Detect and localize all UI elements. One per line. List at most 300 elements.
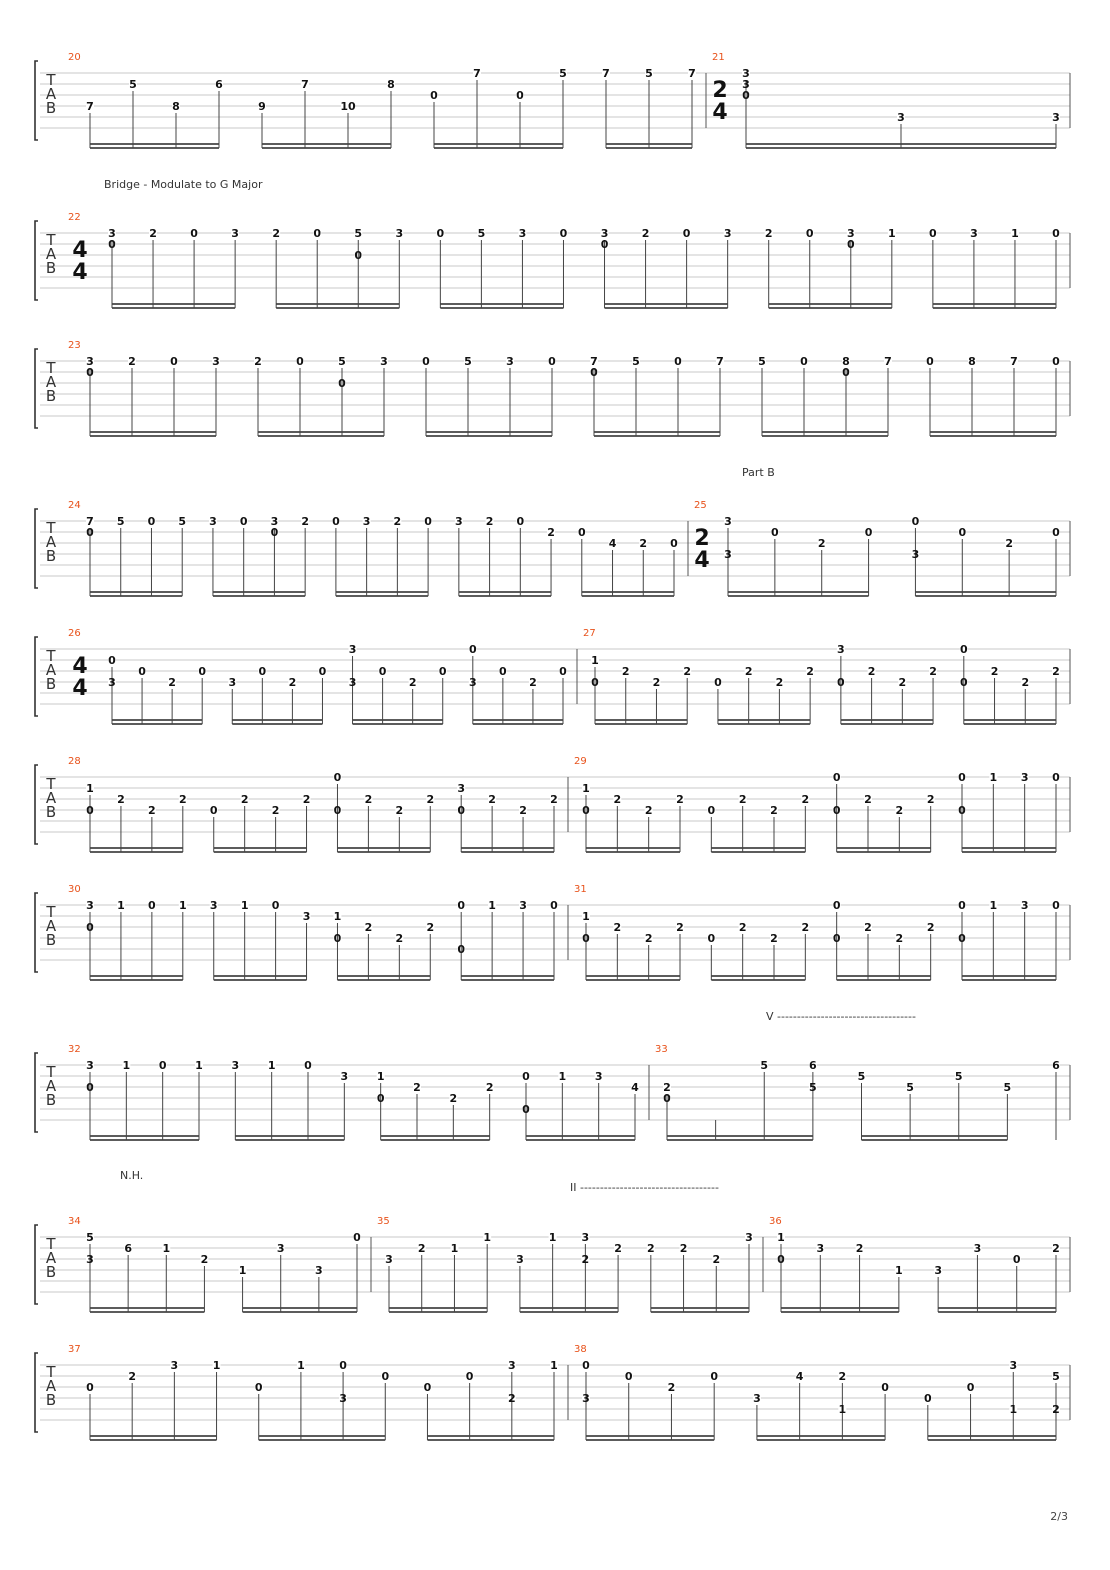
tab-clef-letter: T: [46, 647, 56, 665]
fret-number: 0: [158, 1059, 167, 1072]
fret-number: 0: [958, 932, 966, 945]
fret-number: 0: [376, 1092, 385, 1105]
fret-number: 2: [200, 1253, 209, 1266]
system-bracket: [35, 637, 38, 716]
fret-number: 1: [117, 899, 125, 912]
fret-number: 2: [364, 921, 373, 934]
fret-number: 3: [231, 1059, 240, 1072]
fret-number: 3: [270, 515, 279, 528]
fret-number: 3: [582, 1392, 590, 1405]
fret-number: 0: [1052, 227, 1060, 240]
fret-number: 0: [430, 89, 438, 102]
fret-number: 0: [1052, 526, 1060, 539]
fret-number: 0: [559, 227, 568, 240]
fret-number: 2: [644, 804, 653, 817]
system-bracket: [35, 1225, 38, 1304]
fret-number: 2: [712, 1253, 721, 1266]
fret-number: 3: [362, 515, 371, 528]
measure-number: 32: [68, 1044, 81, 1055]
fret-number: 1: [178, 899, 187, 912]
fret-number: 3: [516, 1253, 524, 1266]
measure: [108, 227, 1070, 308]
fret-number: 1: [86, 782, 94, 795]
fret-number: 2: [838, 1370, 847, 1383]
fret-number: 1: [240, 899, 249, 912]
fret-number: 3: [506, 355, 514, 368]
fret-number: 3: [1052, 111, 1060, 124]
fret-number: 6: [809, 1059, 817, 1072]
fret-number: 2: [1052, 665, 1060, 678]
fret-number: 1: [591, 654, 599, 667]
tab-clef-letter: T: [46, 1063, 56, 1081]
tab-clef-letter: T: [46, 775, 56, 793]
fret-number: 0: [436, 227, 445, 240]
fret-number: 2: [581, 1253, 590, 1266]
fret-number: 2: [738, 793, 747, 806]
fret-number: 3: [723, 227, 732, 240]
fret-number: 0: [577, 526, 586, 539]
fret-number: 0: [548, 355, 556, 368]
fret-number: 2: [1021, 676, 1030, 689]
fret-number: 2: [485, 515, 494, 528]
fret-number: 3: [340, 1070, 349, 1083]
fret-number: 6: [124, 1242, 132, 1255]
fret-number: 0: [832, 932, 841, 945]
fret-number: 2: [413, 1081, 421, 1094]
fret-number: 3: [380, 355, 388, 368]
fret-number: 2: [550, 793, 558, 806]
fret-number: 0: [846, 238, 855, 251]
system-bracket: [35, 221, 38, 300]
fret-number: 0: [958, 804, 966, 817]
fret-number: 0: [559, 665, 567, 678]
fret-number: 2: [288, 676, 297, 689]
fret-number: 2: [806, 665, 814, 678]
fret-number: 1: [483, 1231, 492, 1244]
fret-number: 10: [340, 100, 356, 113]
fret-number: 1: [212, 1359, 221, 1372]
fret-number: 0: [239, 515, 248, 528]
tab-clef-letter: T: [46, 519, 56, 537]
fret-number: 0: [381, 1370, 390, 1383]
fret-number: 2: [621, 665, 630, 678]
fret-number: 0: [198, 665, 207, 678]
fret-number: 1: [777, 1231, 785, 1244]
fret-number: 1: [1009, 1403, 1018, 1416]
fret-number: 0: [209, 804, 218, 817]
fret-number: 3: [228, 676, 237, 689]
tab-clef-letter: B: [45, 803, 57, 821]
fret-number: 3: [468, 676, 477, 689]
fret-number: 0: [148, 899, 156, 912]
fret-number: 7: [1010, 355, 1018, 368]
fret-number: 2: [128, 355, 136, 368]
fret-number: 3: [209, 899, 218, 912]
system-bracket: [35, 509, 38, 588]
time-signature-bottom: 4: [712, 100, 728, 125]
fret-number: 0: [958, 771, 966, 784]
measure-number: 28: [68, 756, 81, 767]
fret-number: 7: [86, 515, 94, 528]
fret-number: 0: [378, 665, 387, 678]
fret-number: 2: [148, 804, 156, 817]
fret-number: 0: [881, 1381, 889, 1394]
measure: [591, 643, 1070, 724]
fret-number: 0: [354, 249, 363, 262]
fret-number: 5: [559, 67, 567, 80]
annotation-part-b: Part B: [742, 466, 775, 479]
fret-number: 0: [771, 526, 779, 539]
fret-number: 7: [688, 67, 696, 80]
system-bracket: [35, 1053, 38, 1132]
fret-number: 4: [795, 1370, 804, 1383]
fret-number: 3: [1020, 771, 1029, 784]
measure-number: 24: [68, 500, 81, 511]
fret-number: 5: [906, 1081, 914, 1094]
time-signature-top: 4: [72, 654, 88, 679]
fret-number: 1: [333, 910, 342, 923]
fret-number: 0: [108, 238, 116, 251]
tab-clef-letter: A: [45, 917, 57, 935]
tab-clef-letter: T: [46, 1363, 56, 1381]
fret-number: 2: [929, 665, 937, 678]
fret-number: 5: [338, 355, 346, 368]
fret-number: 5: [758, 355, 766, 368]
fret-number: 2: [652, 676, 661, 689]
measure-number: 33: [655, 1044, 668, 1055]
fret-number: 3: [170, 1359, 179, 1372]
fret-number: 2: [646, 1242, 655, 1255]
measure-number: 26: [68, 628, 81, 639]
fret-number: 3: [581, 1231, 590, 1244]
fret-number: 2: [801, 921, 810, 934]
fret-number: 3: [339, 1392, 347, 1405]
fret-number: 0: [296, 355, 304, 368]
fret-number: 9: [258, 100, 266, 113]
fret-number: 3: [742, 78, 750, 91]
fret-number: 2: [507, 1392, 516, 1405]
fret-number: 0: [522, 1070, 530, 1083]
measure-number: 37: [68, 1344, 81, 1355]
fret-number: 0: [832, 899, 841, 912]
tab-clef-letter: A: [45, 373, 57, 391]
system-bracket: [35, 893, 38, 972]
fret-number: 3: [753, 1392, 761, 1405]
fret-number: 0: [582, 1359, 590, 1372]
fret-number: 2: [254, 355, 262, 368]
fret-number: 0: [353, 1231, 361, 1244]
fret-number: 0: [832, 771, 841, 784]
fret-number: 2: [1052, 1242, 1060, 1255]
fret-number: 2: [178, 793, 187, 806]
fret-number: 0: [1052, 899, 1060, 912]
fret-number: 0: [600, 238, 609, 251]
fret-number: 2: [775, 676, 784, 689]
fret-number: 4: [631, 1081, 639, 1094]
fret-number: 2: [683, 665, 692, 678]
fret-number: 2: [426, 793, 435, 806]
fret-number: 3: [455, 515, 463, 528]
fret-number: 0: [1052, 771, 1060, 784]
fret-number: 1: [989, 771, 998, 784]
time-signature-bottom: 4: [72, 260, 88, 285]
fret-number: 0: [777, 1253, 785, 1266]
fret-number: 0: [422, 355, 430, 368]
annotation-position-ii: II -----------------------------------: [570, 1181, 719, 1194]
fret-number: 0: [339, 1359, 347, 1372]
fret-number: 0: [710, 1370, 719, 1383]
fret-number: 5: [760, 1059, 769, 1072]
tab-clef-letter: A: [45, 85, 57, 103]
fret-number: 3: [519, 899, 527, 912]
fret-number: 0: [86, 921, 94, 934]
tab-clef-letter: T: [46, 359, 56, 377]
fret-number: 0: [465, 1370, 474, 1383]
fret-number: 0: [332, 515, 340, 528]
measure-number: 31: [574, 884, 587, 895]
fret-number: 3: [315, 1264, 323, 1277]
fret-number: 0: [516, 515, 525, 528]
fret-number: 2: [855, 1242, 864, 1255]
fret-number: 2: [817, 537, 826, 550]
fret-number: 2: [990, 665, 999, 678]
fret-number: 2: [898, 676, 907, 689]
fret-number: 7: [86, 100, 94, 113]
fret-number: 1: [122, 1059, 131, 1072]
measure-number: 23: [68, 340, 81, 351]
fret-number: 3: [86, 1059, 94, 1072]
fret-number: 3: [1020, 899, 1029, 912]
fret-number: 0: [190, 227, 198, 240]
fret-number: 2: [613, 921, 622, 934]
fret-number: 0: [929, 227, 937, 240]
fret-number: 3: [724, 548, 732, 561]
time-signature-top: 4: [72, 238, 88, 263]
page-number: 2/3: [1050, 1510, 1068, 1523]
fret-number: 2: [770, 932, 778, 945]
fret-number: 2: [895, 932, 904, 945]
tab-system: [35, 1053, 1070, 1140]
measure-number: 34: [68, 1216, 81, 1227]
fret-number: 3: [86, 1253, 94, 1266]
annotation-position-v: V -----------------------------------: [766, 1010, 916, 1023]
tab-clef-letter: T: [46, 903, 56, 921]
fret-number: 0: [86, 366, 94, 379]
fret-number: 3: [231, 227, 239, 240]
fret-number: 0: [170, 355, 178, 368]
fret-number: 3: [348, 676, 357, 689]
fret-number: 3: [846, 227, 855, 240]
fret-number: 2: [302, 793, 311, 806]
tab-clef-letter: T: [46, 71, 56, 89]
fret-number: 2: [272, 227, 281, 240]
fret-number: 0: [958, 526, 967, 539]
fret-number: 3: [108, 676, 116, 689]
fret-number: 1: [267, 1059, 276, 1072]
fret-number: 3: [911, 548, 920, 561]
fret-number: 0: [499, 665, 507, 678]
fret-number: 3: [600, 227, 609, 240]
fret-number: 0: [800, 355, 808, 368]
fret-number: 0: [338, 377, 346, 390]
fret-number: 3: [1009, 1359, 1018, 1372]
fret-number: 0: [516, 89, 524, 102]
system-bracket: [35, 765, 38, 844]
fret-number: 2: [547, 526, 555, 539]
fret-number: 5: [857, 1070, 866, 1083]
tab-clef-letter: A: [45, 1077, 57, 1095]
measure-number: 30: [68, 884, 81, 895]
fret-number: 2: [1005, 537, 1013, 550]
fret-number: 0: [1052, 355, 1060, 368]
fret-number: 0: [591, 676, 599, 689]
fret-number: 7: [884, 355, 892, 368]
fret-number: 2: [639, 537, 648, 550]
fret-number: 6: [1052, 1059, 1060, 1072]
fret-number: 0: [707, 804, 716, 817]
fret-number: 2: [864, 793, 872, 806]
fret-number: 2: [301, 515, 309, 528]
fret-number: 8: [968, 355, 976, 368]
fret-number: 3: [108, 227, 116, 240]
fret-number: 0: [682, 227, 691, 240]
fret-number: 7: [473, 67, 481, 80]
fret-number: 1: [297, 1359, 305, 1372]
fret-number: 3: [507, 1359, 516, 1372]
fret-number: 7: [590, 355, 598, 368]
tab-clef-letter: B: [45, 1263, 57, 1281]
fret-number: 5: [954, 1070, 963, 1083]
measure-number: 22: [68, 212, 81, 223]
tab-clef-letter: B: [45, 1091, 57, 1109]
fret-number: 3: [395, 227, 404, 240]
tab-system: [35, 765, 1070, 852]
measure: [108, 643, 577, 724]
fret-number: 8: [842, 355, 850, 368]
measure: [385, 1231, 763, 1312]
fret-number: 3: [86, 355, 94, 368]
time-signature-bottom: 4: [72, 676, 88, 701]
measure: [663, 1059, 1070, 1140]
time-signature-top: 2: [694, 526, 710, 551]
system-bracket: [35, 61, 38, 140]
fret-number: 4: [608, 537, 617, 550]
fret-number: 6: [215, 78, 223, 91]
fret-number: 7: [716, 355, 724, 368]
fret-number: 2: [1052, 1403, 1060, 1416]
fret-number: 0: [313, 227, 322, 240]
fret-number: 1: [162, 1242, 171, 1255]
fret-number: 0: [923, 1392, 932, 1405]
fret-number: 2: [864, 921, 872, 934]
fret-number: 2: [744, 665, 753, 678]
fret-number: 1: [1011, 227, 1019, 240]
fret-number: 3: [212, 355, 220, 368]
fret-number: 1: [376, 1070, 385, 1083]
measure: [742, 67, 1070, 148]
time-signature-top: 2: [712, 78, 728, 103]
fret-number: 2: [738, 921, 747, 934]
tab-clef-letter: B: [45, 675, 57, 693]
fret-number: 0: [423, 1381, 432, 1394]
fret-number: 3: [745, 1231, 753, 1244]
fret-number: 2: [867, 665, 876, 678]
tab-clef-letter: B: [45, 547, 57, 565]
fret-number: 5: [178, 515, 187, 528]
fret-number: 3: [276, 1242, 285, 1255]
fret-number: 2: [168, 676, 176, 689]
fret-number: 2: [395, 804, 404, 817]
fret-number: 3: [934, 1264, 942, 1277]
fret-number: 0: [86, 526, 94, 539]
fret-number: 1: [558, 1070, 567, 1083]
tab-clef-letter: A: [45, 789, 57, 807]
fret-number: 7: [602, 67, 610, 80]
fret-number: 2: [488, 793, 496, 806]
fret-number: 0: [333, 932, 342, 945]
fret-number: 0: [270, 526, 279, 539]
fret-number: 5: [116, 515, 125, 528]
fret-number: 0: [959, 643, 968, 656]
fret-number: 2: [271, 804, 280, 817]
fret-number: 0: [590, 366, 598, 379]
fret-number: 2: [364, 793, 373, 806]
fret-number: 3: [518, 227, 527, 240]
fret-number: 0: [318, 665, 327, 678]
measure-number: 21: [712, 52, 725, 63]
tab-clef-letter: B: [45, 387, 57, 405]
fret-number: 5: [645, 67, 653, 80]
fret-number: 0: [958, 899, 966, 912]
system-bracket: [35, 349, 38, 428]
fret-number: 8: [387, 78, 395, 91]
fret-number: 3: [742, 67, 750, 80]
measure-number: 35: [377, 1216, 390, 1227]
fret-number: 3: [594, 1070, 603, 1083]
fret-number: 2: [641, 227, 650, 240]
tab-clef-letter: B: [45, 931, 57, 949]
fret-number: 3: [816, 1242, 825, 1255]
fret-number: 2: [679, 1242, 688, 1255]
fret-number: 3: [897, 111, 905, 124]
fret-number: 2: [485, 1081, 494, 1094]
fret-number: 5: [354, 227, 363, 240]
fret-number: 3: [970, 227, 978, 240]
fret-number: 0: [582, 804, 590, 817]
fret-number: 1: [488, 899, 496, 912]
tab-clef-letter: A: [45, 661, 57, 679]
fret-number: 2: [393, 515, 402, 528]
fret-number: 3: [209, 515, 217, 528]
fret-number: 1: [450, 1242, 459, 1255]
tab-clef-letter: A: [45, 533, 57, 551]
fret-number: 0: [333, 771, 342, 784]
fret-number: 1: [582, 910, 590, 923]
fret-number: 5: [86, 1231, 94, 1244]
fret-number: 0: [1012, 1253, 1021, 1266]
fret-number: 2: [426, 921, 435, 934]
fret-number: 2: [519, 804, 527, 817]
fret-number: 2: [676, 793, 684, 806]
fret-number: 0: [663, 1092, 671, 1105]
fret-number: 0: [457, 943, 466, 956]
tab-clef-letter: A: [45, 1377, 57, 1395]
measure: [582, 1359, 1070, 1440]
measure-number: 20: [68, 52, 81, 63]
fret-number: 1: [238, 1264, 247, 1277]
fret-number: 0: [522, 1103, 530, 1116]
tab-system: [35, 637, 1070, 724]
